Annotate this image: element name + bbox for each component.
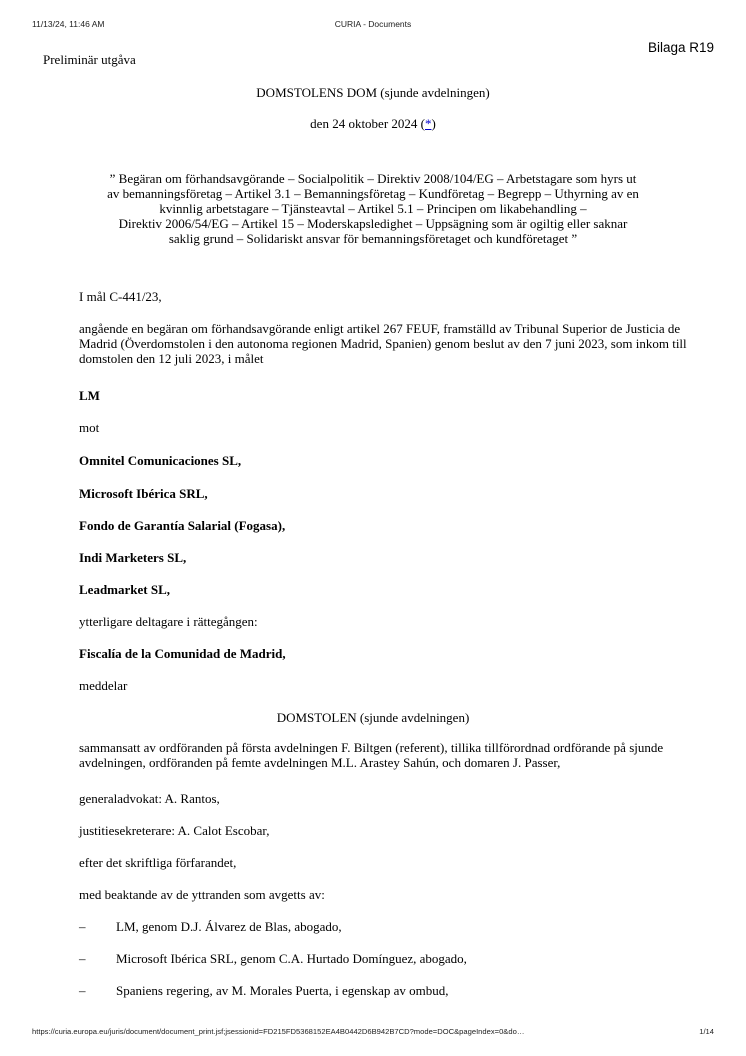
observation-item: LM, genom D.J. Álvarez de Blas, abogado, xyxy=(116,919,342,934)
footnote-link[interactable]: * xyxy=(424,116,432,131)
page-counter: 1/14 xyxy=(699,1027,714,1036)
defendant-name: Fondo de Garantía Salarial (Fogasa), xyxy=(79,518,286,533)
list-dash: – xyxy=(79,919,86,934)
keywords-line: kvinnlig arbetstagare – Tjänsteavtal – Artikel 5.1 – Principen om likabehandling – xyxy=(159,201,587,216)
defendant-name: Leadmarket SL, xyxy=(79,582,170,597)
composition-paragraph: sammansatt av ordföranden på första avdelningen F. Biltgen (referent), tillika tillförordnad ordförande på sjunde avdelningen, ordföranden på femte avdelningen M.L. Arastey Sahún, och domaren J. Passer, xyxy=(79,740,664,770)
delivers-text: meddelar xyxy=(79,678,128,693)
keywords-block xyxy=(0,171,746,246)
applicant-name: LM xyxy=(79,388,100,403)
versus-text: mot xyxy=(79,420,100,435)
advocate-general: generaladvokat: A. Rantos, xyxy=(79,791,220,806)
preliminary-label: Preliminär utgåva xyxy=(43,52,136,67)
print-datetime: 11/13/24, 11:46 AM xyxy=(32,19,105,29)
case-number: I mål C-441/23, xyxy=(79,289,162,304)
list-dash: – xyxy=(79,951,86,966)
observation-item: Spaniens regering, av M. Morales Puerta, i egenskap av ombud, xyxy=(116,983,449,998)
keywords-line: saklig grund – Solidariskt ansvar för bemanningsföretaget och kundföretaget ” xyxy=(168,231,578,246)
annex-label: Bilaga R19 xyxy=(647,40,714,55)
keywords-line: Direktiv 2006/54/EG – Artikel 15 – Moderskapsledighet – Uppsägning som är ogiltig eller saknar xyxy=(118,216,628,231)
keywords-line: av bemanningsföretag – Artikel 3.1 – Bemanningsföretag – Kundföretag – Begrepp – Uthyrning av en xyxy=(107,186,639,201)
judgment-date xyxy=(0,116,746,132)
print-url: https://curia.europa.eu/juris/document/document_print.jsf;jsessionid=FD215FD5368152EA4B0442D6B942B7CD?mode=DOC&pageIndex=0&do… xyxy=(32,1027,525,1036)
date-close: ) xyxy=(431,116,436,131)
defendant-name: Microsoft Ibérica SRL, xyxy=(79,486,208,501)
registrar: justitiesekreterare: A. Calot Escobar, xyxy=(79,823,270,838)
observations-intro: med beaktande av de yttranden som avgetts av: xyxy=(79,887,325,902)
reference-paragraph: angående en begäran om förhandsavgörande enligt artikel 267 FEUF, framställd av Tribunal Superior de Justicia de Madrid (Överdomstolen i den autonoma regionen Madrid, Spanien) genom beslut av den 7 juni 2023, som inkom till domstolen den 12 juli 2023, i målet xyxy=(79,321,687,366)
defendant-name: Indi Marketers SL, xyxy=(79,550,187,565)
procedure-text: efter det skriftliga förfarandet, xyxy=(79,855,237,870)
other-party-name: Fiscalía de la Comunidad de Madrid, xyxy=(79,646,286,661)
print-page-title: CURIA - Documents xyxy=(334,19,412,29)
judgment-title: DOMSTOLENS DOM (sjunde avdelningen) xyxy=(256,85,490,100)
observation-item: Microsoft Ibérica SRL, genom C.A. Hurtado Domínguez, abogado, xyxy=(116,951,467,966)
defendant-name: Omnitel Comunicaciones SL, xyxy=(79,453,242,468)
keywords-line: ” Begäran om förhandsavgörande – Socialpolitik – Direktiv 2008/104/EG – Arbetstagare som hyrs ut xyxy=(109,171,637,186)
other-parties-label: ytterligare deltagare i rättegången: xyxy=(79,614,258,629)
list-dash: – xyxy=(79,983,86,998)
court-title: DOMSTOLEN (sjunde avdelningen) xyxy=(276,710,470,725)
date-text: den 24 oktober 2024 ( xyxy=(310,116,425,131)
